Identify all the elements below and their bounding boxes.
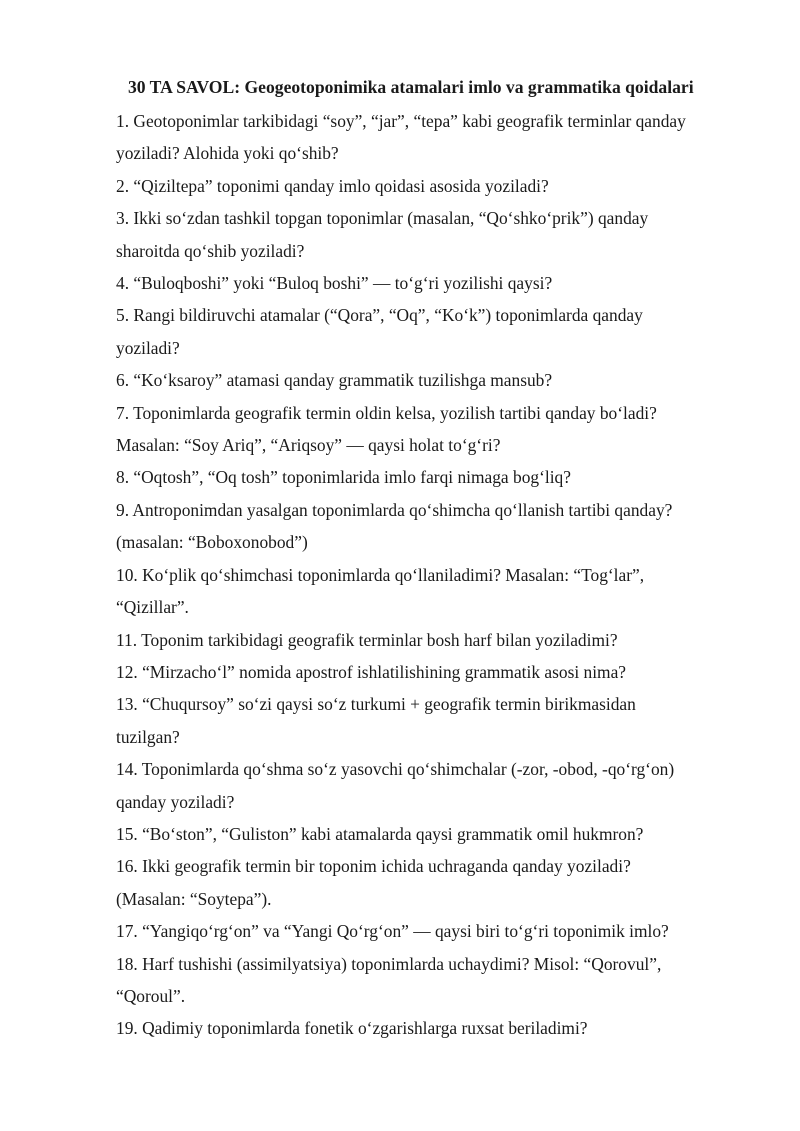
question-item [116, 202, 730, 267]
question-item [116, 397, 730, 462]
question-text-line: “Qizillar”. [116, 597, 189, 618]
question-text-line: 9. Antroponimdan yasalgan toponimlarda qo‘shimcha qo‘llanish tartibi qanday? [116, 499, 673, 520]
question-text-line: 13. “Chuqursoy” so‘zi qaysi so‘z turkumi + geografik termin birikmasidan [116, 694, 636, 715]
question-item [116, 170, 730, 202]
question-text-line: “Qoroul”. [116, 985, 186, 1006]
question-text-line: tuzilgan? [116, 726, 180, 747]
question-text-line: 8. “Oqtosh”, “Oq tosh” toponimlarida imlo farqi nimaga bog‘liq? [116, 467, 571, 488]
question-text-line: 3. Ikki so‘zdan tashkil topgan toponimlar (masalan, “Qo‘shko‘prik”) qanday [116, 208, 649, 229]
question-item [116, 299, 730, 364]
question-item [116, 624, 730, 656]
question-text-line: 14. Toponimlarda qo‘shma so‘z yasovchi qo‘shimchalar (-zor, -obod, -qo‘rg‘on) [116, 759, 675, 780]
question-text-line: 5. Rangi bildiruvchi atamalar (“Qora”, “Oq”, “Ko‘k”) toponimlarda qanday [116, 305, 643, 326]
question-text-line: 16. Ikki geografik termin bir toponim ichida uchraganda qanday yoziladi? [116, 856, 631, 877]
question-item [116, 1012, 730, 1044]
question-item [116, 559, 730, 624]
question-text-line: 19. Qadimiy toponimlarda fonetik o‘zgarishlarga ruxsat beriladimi? [116, 1018, 588, 1039]
question-item [116, 818, 730, 850]
question-text-line: 17. “Yangiqo‘rg‘on” va “Yangi Qo‘rg‘on” — qaysi biri to‘g‘ri toponimik imlo? [116, 921, 669, 942]
question-text-line: sharoitda qo‘shib yoziladi? [116, 240, 305, 261]
question-text-line: 11. Toponim tarkibidagi geografik terminlar bosh harf bilan yoziladimi? [116, 629, 618, 650]
question-item [116, 461, 730, 493]
question-item [116, 688, 730, 753]
question-text-line: Masalan: “Soy Ariq”, “Ariqsoy” — qaysi holat to‘g‘ri? [116, 435, 501, 456]
question-item [116, 753, 730, 818]
question-text-line: 10. Ko‘plik qo‘shimchasi toponimlarda qo‘llaniladimi? Masalan: “Tog‘lar”, [116, 564, 645, 585]
question-text-line: 15. “Bo‘ston”, “Guliston” kabi atamalarda qaysi grammatik omil hukmron? [116, 823, 644, 844]
question-text-line: 6. “Ko‘ksaroy” atamasi qanday grammatik tuzilishga mansub? [116, 370, 553, 391]
question-item [116, 915, 730, 947]
question-text-line: yoziladi? Alohida yoki qo‘shib? [116, 143, 339, 164]
question-item [116, 364, 730, 396]
question-text-line: 7. Toponimlarda geografik termin oldin kelsa, yozilish tartibi qanday bo‘ladi? [116, 402, 657, 423]
question-item [116, 267, 730, 299]
question-item [116, 494, 730, 559]
question-item [116, 105, 730, 170]
question-text-line: qanday yoziladi? [116, 791, 235, 812]
question-list [116, 105, 730, 1045]
question-text-line: (Masalan: “Soytepa”). [116, 888, 272, 909]
question-text-line: (masalan: “Boboxonobod”) [116, 532, 308, 553]
question-text-line: 2. “Qiziltepa” toponimi qanday imlo qoidasi asosida yoziladi? [116, 175, 549, 196]
question-item [116, 948, 730, 1013]
question-item [116, 656, 730, 688]
question-text-line: 4. “Buloqboshi” yoki “Buloq boshi” — to‘g‘ri yozilishi qaysi? [116, 273, 553, 294]
question-text-line: 18. Harf tushishi (assimilyatsiya) toponimlarda uchaydimi? Misol: “Qorovul”, [116, 953, 662, 974]
question-item [116, 850, 730, 915]
question-text-line: yoziladi? [116, 337, 180, 358]
document-title: 30 TA SAVOL: Geogeotoponimika atamalari imlo va grammatika qoidalari [128, 77, 694, 97]
question-text-line: 1. Geotoponimlar tarkibidagi “soy”, “jar”, “tepa” kabi geografik terminlar qanday [116, 111, 686, 131]
question-text-line: 12. “Mirzacho‘l” nomida apostrof ishlatilishining grammatik asosi nima? [116, 661, 627, 682]
